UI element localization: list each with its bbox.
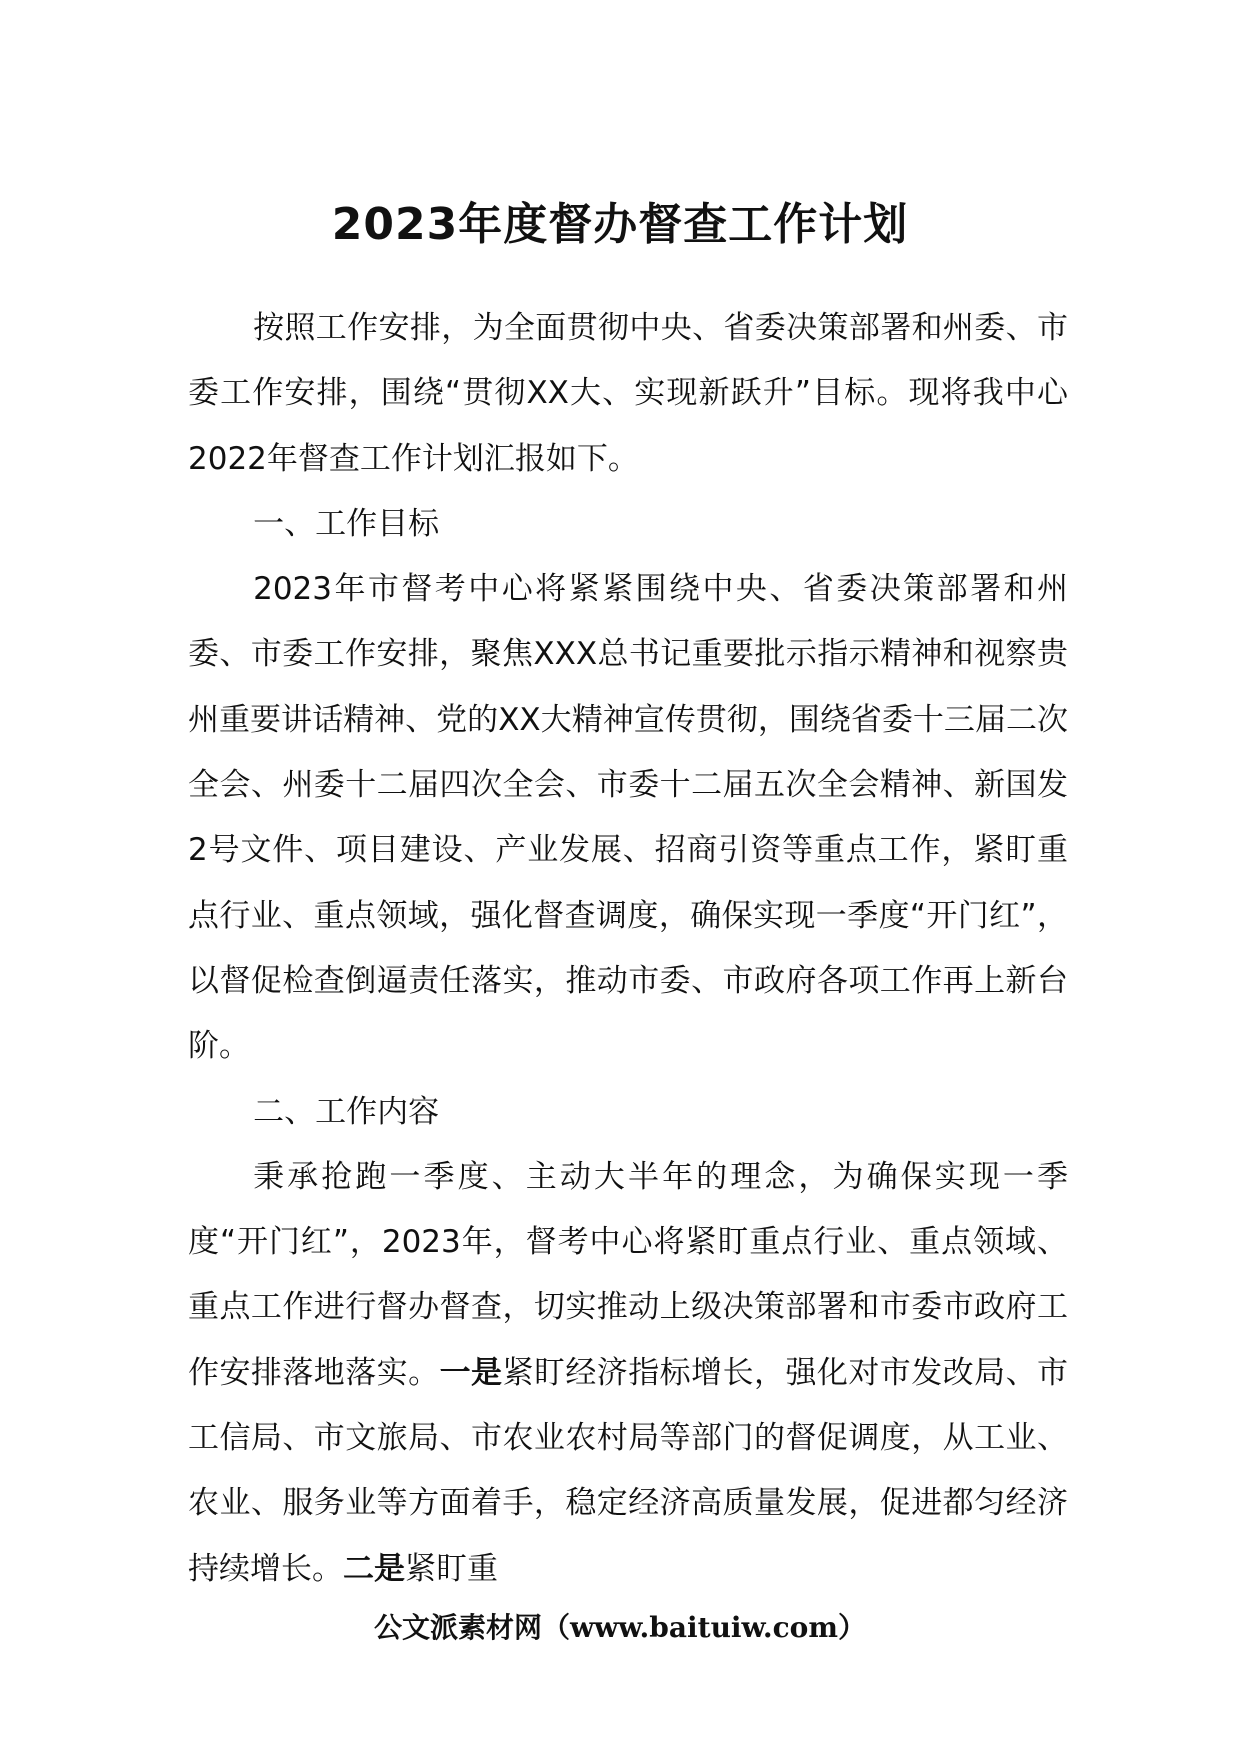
document-title: 2023年度督办督查工作计划 <box>331 199 909 250</box>
footer-watermark: 公文派素材网（www.baituiw.com） <box>374 1611 866 1644</box>
section-1-paragraph: 2023年市督考中心将紧紧围绕中央、省委决策部署和州委、市委工作安排，聚焦XXX总书记重要批示指示精神和视察贵州重要讲话精神、党的XX大精神宣传贯彻，围绕省委十三届二次全会、州委十二届四次全会、市委十二届五次全会精神、新国发2号文件、项目建设、产业发展、招商引资等重点工作，紧盯重点行业、重点领域，强化督查调度，确保实现一季度“开门红”，以督促检查倒逼责任落实，推动市委、市政府各项工作再上新台阶。 <box>188 571 1068 1065</box>
section-2-text-part-2: 紧盯经济指标增长，强化对市发改局、市工信局、市文旅局、市农业农村局等部门的督促调度，从工业、农业、服务业等方面着手，稳定经济高质量发展，促进都匀经济持续增长。 <box>188 1354 1069 1587</box>
section-2-heading: 二、工作内容 <box>253 1093 440 1130</box>
section-2-bold-first: 一是 <box>439 1354 503 1391</box>
section-2-text-part-1: 秉承抢跑一季度、主动大半年的理念，为确保实现一季度“开门红”，2023年，督考中心将紧盯重点行业、重点领域、重点工作进行督办督查，切实推动上级决策部署和市委市政府工作安排落地落实。 <box>188 1158 1068 1391</box>
document-body <box>188 296 1068 1602</box>
intro-paragraph: 按照工作安排，为全面贯彻中央、省委决策部署和州委、市委工作安排，围绕“贯彻XX大、实现新跃升”目标。现将我中心2022年督查工作计划汇报如下。 <box>188 310 1068 477</box>
section-2-paragraph <box>188 1145 1068 1602</box>
section-1-heading: 一、工作目标 <box>253 505 440 542</box>
section-2-text-part-3: 紧盯重 <box>405 1550 498 1587</box>
section-2-bold-second: 二是 <box>343 1550 405 1587</box>
